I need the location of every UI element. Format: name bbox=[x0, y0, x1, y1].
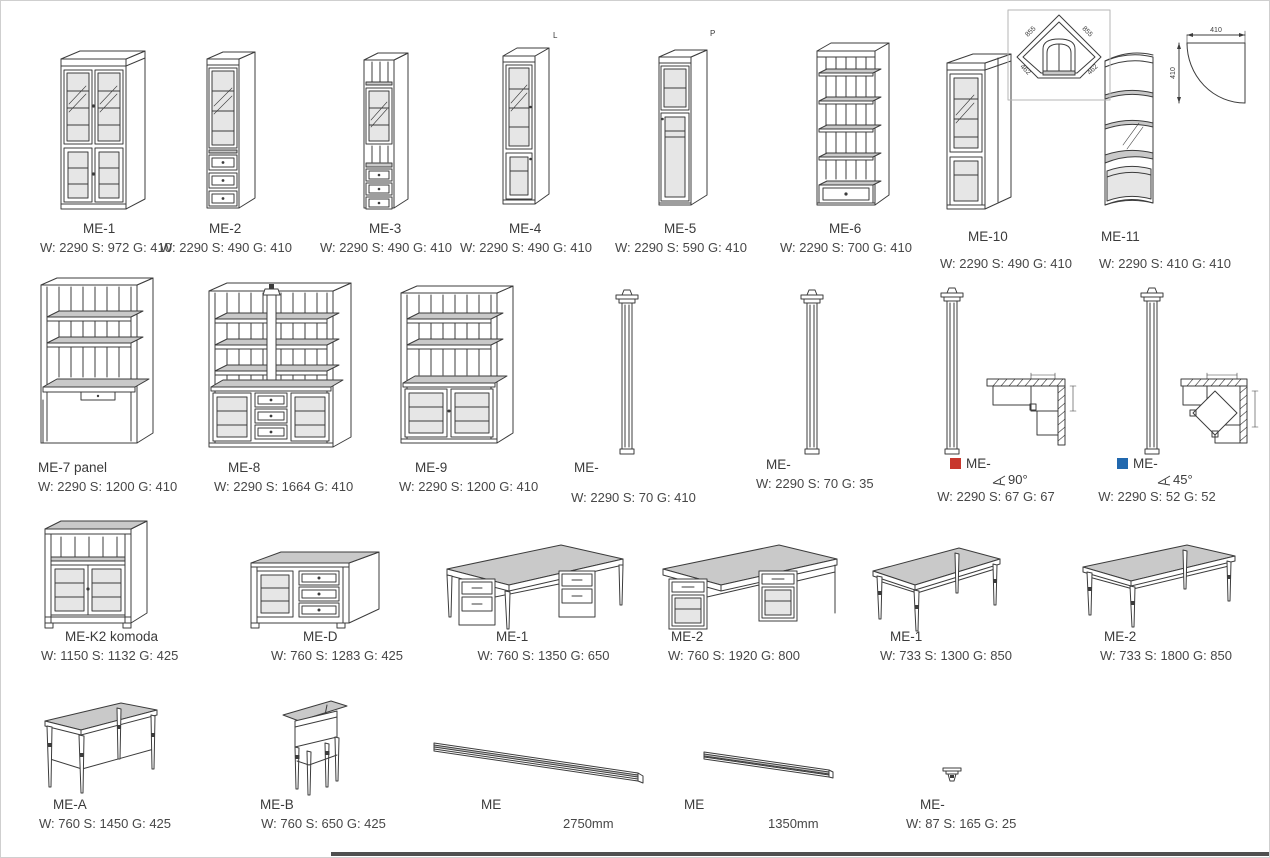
svg-text:462: 462 bbox=[1018, 63, 1032, 77]
me9-drawing bbox=[397, 281, 517, 455]
bracket-drawing bbox=[939, 764, 965, 786]
med-drawing bbox=[247, 547, 383, 633]
pilaster-45-label: ME- 45° W: 2290 S: 52 G: 52 bbox=[1098, 456, 1216, 505]
desk1-label: ME-1 W: 760 S: 1350 G: 650 bbox=[477, 629, 610, 664]
table2-label: ME-2 W: 733 S: 1800 G: 850 bbox=[1099, 629, 1232, 664]
me4-hinge-mark: L bbox=[553, 31, 558, 40]
bracket-label: ME- W: 87 S: 165 G: 25 bbox=[906, 797, 1017, 832]
me3-drawing bbox=[358, 48, 414, 215]
svg-text:855: 855 bbox=[1024, 25, 1038, 39]
me8-label: ME-8 W: 2290 S: 1664 G: 410 bbox=[214, 460, 354, 495]
blue-marker-icon bbox=[1117, 458, 1128, 469]
me7-drawing bbox=[37, 275, 157, 459]
me5-hinge-mark: P bbox=[710, 29, 716, 38]
mea-drawing bbox=[41, 699, 161, 797]
me4-drawing bbox=[497, 41, 557, 216]
angle-icon bbox=[1157, 475, 1171, 486]
meb-drawing bbox=[269, 699, 357, 799]
corner-plan-detail bbox=[1007, 9, 1111, 103]
me6-drawing bbox=[811, 39, 891, 219]
me10-drawing bbox=[941, 47, 1017, 219]
svg-text:462: 462 bbox=[1086, 63, 1100, 77]
meb-label: ME-B W: 760 S: 650 G: 425 bbox=[260, 797, 386, 832]
table1-drawing bbox=[869, 543, 1004, 633]
med-label: ME-D W: 760 S: 1283 G: 425 bbox=[271, 629, 404, 664]
pilaster-b-drawing bbox=[799, 287, 825, 457]
pilaster-90-label: ME- 90° W: 2290 S: 67 G: 67 bbox=[937, 456, 1055, 505]
svg-text:410: 410 bbox=[1170, 67, 1177, 79]
desk2-label: ME-2 W: 760 S: 1920 G: 800 bbox=[667, 629, 800, 664]
moulding-long-drawing bbox=[431, 737, 646, 792]
me3-label: ME-3 W: 2290 S: 490 G: 410 bbox=[319, 221, 452, 256]
pilaster-90-drawing bbox=[939, 285, 965, 457]
me1-label: ME-1 W: 2290 S: 972 G: 410 bbox=[39, 221, 172, 256]
pilaster-a-label: ME- W: 2290 S: 70 G: 410 bbox=[571, 460, 696, 506]
svg-text:410: 410 bbox=[1210, 27, 1222, 34]
pilaster-a-drawing bbox=[613, 287, 641, 457]
moulding-short-label: ME 1350mm bbox=[684, 797, 819, 832]
moulding-long-label: ME 2750mm bbox=[481, 797, 614, 832]
me5-drawing bbox=[651, 43, 715, 213]
angle-icon bbox=[992, 475, 1006, 486]
me7-label: ME-7 panel W: 2290 S: 1200 G: 410 bbox=[38, 460, 178, 495]
me8-drawing bbox=[205, 279, 359, 459]
red-marker-icon bbox=[950, 458, 961, 469]
me5-label: ME-5 W: 2290 S: 590 G: 410 bbox=[614, 221, 747, 256]
corner-90-plan-detail bbox=[985, 371, 1085, 451]
me9-label: ME-9 W: 2290 S: 1200 G: 410 bbox=[399, 460, 539, 495]
svg-text:855: 855 bbox=[1080, 25, 1094, 39]
me1-drawing bbox=[56, 46, 151, 216]
table1-label: ME-1 W: 733 S: 1300 G: 850 bbox=[879, 629, 1012, 664]
footer-divider bbox=[331, 852, 1269, 856]
mek2-drawing bbox=[41, 517, 151, 631]
pilaster-45-drawing bbox=[1139, 285, 1165, 457]
me2-label: ME-2 W: 2290 S: 490 G: 410 bbox=[159, 221, 292, 256]
mek2-label: ME-K2 komoda W: 1150 S: 1132 G: 425 bbox=[41, 629, 179, 664]
me10-label: ME-10 W: 2290 S: 490 G: 410 bbox=[939, 229, 1072, 272]
mea-label: ME-A W: 760 S: 1450 G: 425 bbox=[39, 797, 172, 832]
quarter-plan-detail bbox=[1145, 23, 1253, 111]
me6-label: ME-6 W: 2290 S: 700 G: 410 bbox=[779, 221, 912, 256]
desk2-drawing bbox=[657, 539, 841, 635]
moulding-short-drawing bbox=[701, 747, 836, 785]
me2-drawing bbox=[199, 46, 261, 216]
me4-label: ME-4 W: 2290 S: 490 G: 410 bbox=[459, 221, 592, 256]
table2-drawing bbox=[1079, 541, 1239, 629]
desk1-drawing bbox=[439, 537, 629, 631]
pilaster-b-label: ME- W: 2290 S: 70 G: 35 bbox=[756, 457, 874, 492]
corner-45-plan-detail bbox=[1179, 371, 1267, 451]
me11-label: ME-11 W: 2290 S: 410 G: 410 bbox=[1098, 229, 1231, 272]
